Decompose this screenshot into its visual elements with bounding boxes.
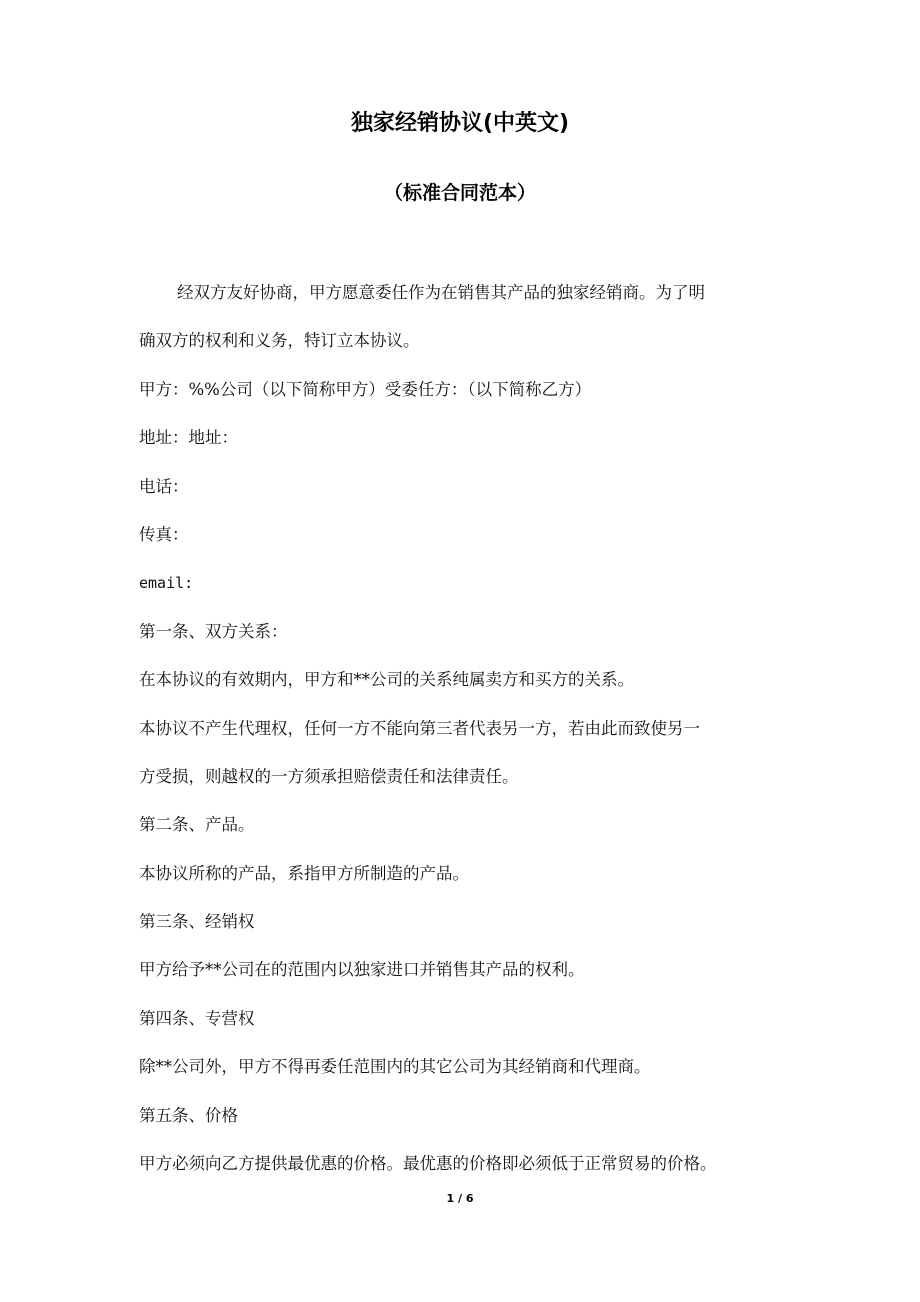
- document-subtitle: （标准合同范本）: [383, 182, 536, 204]
- page-indicator: 1 / 6: [446, 1192, 474, 1205]
- document-body: [139, 278, 789, 1197]
- paragraph-line: 本协议所称的产品，系指甲方所制造的产品。: [139, 863, 469, 883]
- article-heading: 第一条、双方关系：: [139, 621, 288, 641]
- paragraph-line: 除**公司外，甲方不得再委任范围内的其它公司为其经销商和代理商。: [139, 1057, 651, 1077]
- paragraph-line: 甲方给予**公司在的范围内以独家进口并销售其产品的权利。: [139, 960, 585, 980]
- party-a-line: 甲方：%%公司（以下简称甲方）受委任方：（以下简称乙方）: [139, 379, 592, 399]
- document-title: 独家经销协议(中英文): [350, 111, 570, 136]
- paragraph-line: 本协议不产生代理权，任何一方不能向第三者代表另一方，若由此而致使另一: [139, 718, 700, 738]
- article-heading: 第二条、产品。: [139, 815, 255, 835]
- paragraph-line: 确双方的权利和义务，特订立本协议。: [139, 331, 420, 351]
- paragraph-line: 经双方友好协商，甲方愿意委任作为在销售其产品的独家经销商。为了明: [177, 283, 705, 302]
- phone-line: 电话：: [139, 476, 189, 496]
- address-line: 地址：地址：: [139, 428, 238, 448]
- fax-line: 传真：: [139, 524, 189, 544]
- paragraph-line: 方受损，则越权的一方须承担赔偿责任和法律责任。: [139, 766, 519, 786]
- article-heading: 第四条、专营权: [139, 1008, 255, 1028]
- article-heading: 第三条、经销权: [139, 912, 255, 932]
- paragraph-line: 甲方必须向乙方提供最优惠的价格。最优惠的价格即必须低于正常贸易的价格。: [139, 1154, 717, 1174]
- article-heading: 第五条、价格: [139, 1105, 238, 1125]
- paragraph-line: 在本协议的有效期内，甲方和**公司的关系纯属卖方和买方的关系。: [139, 670, 634, 690]
- email-line: email:: [139, 574, 194, 593]
